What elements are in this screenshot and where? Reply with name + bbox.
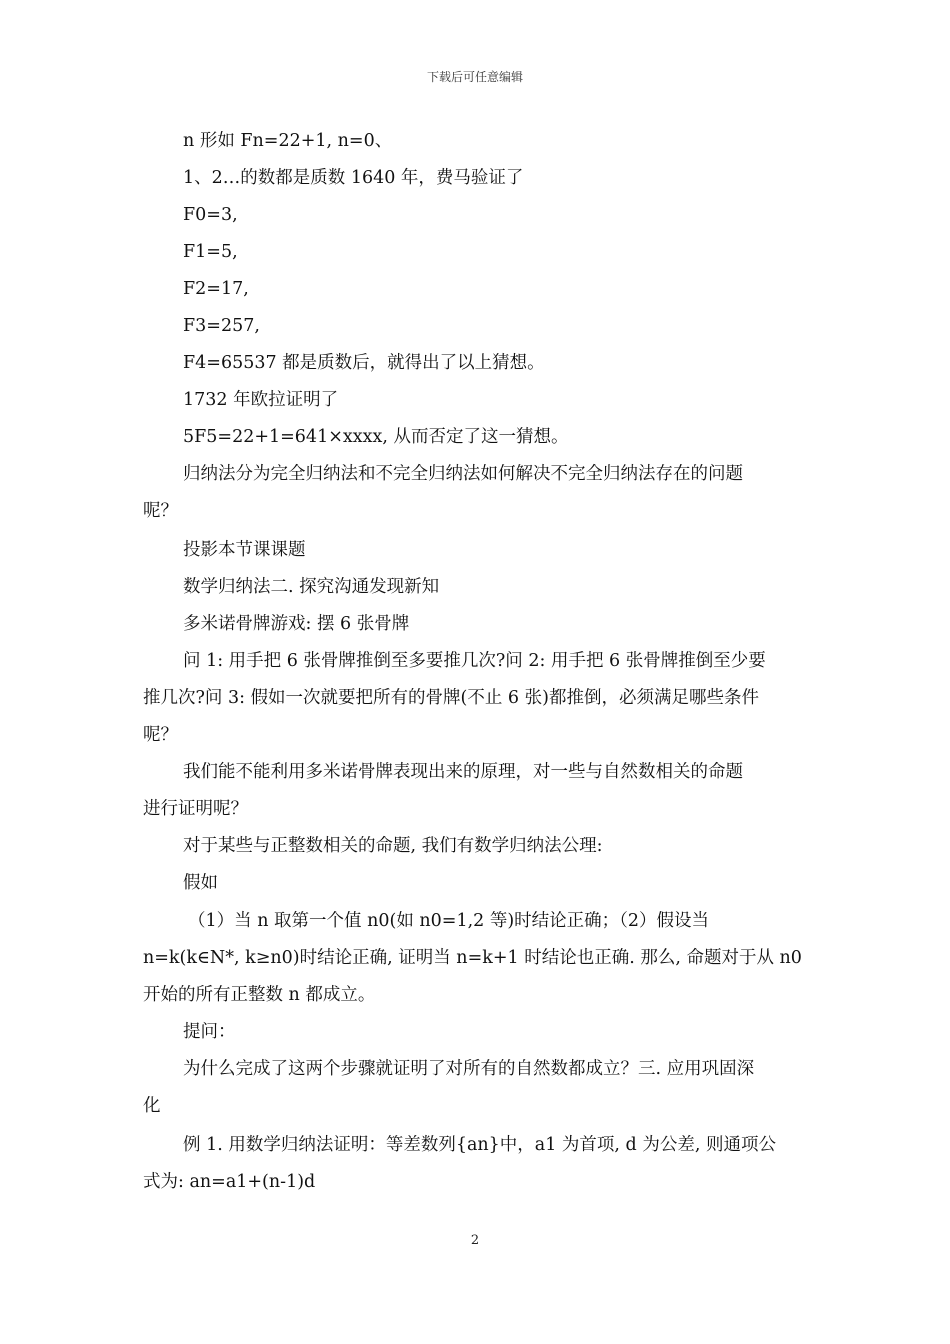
text-line: n=k(k∈N*, k≥n0)时结论正确, 证明当 n=k+1 时结论也正确. 那么, 命题对于从 n0 [143,948,802,968]
text-line: 进行证明呢？ [143,799,248,819]
text-line: 数学归纳法二. 探究沟通发现新知 [183,577,440,597]
text-line: 归纳法分为完全归纳法和不完全归纳法如何解决不完全归纳法存在的问题 [183,464,743,484]
page-number: 2 [470,1233,480,1248]
text-line: 投影本节课课题 [183,540,306,560]
text-line: 为什么完成了这两个步骤就证明了对所有的自然数都成立？三. 应用巩固深 [183,1059,755,1079]
text-line: F0=3, [183,205,238,225]
text-line: 5F5=22+1=641×xxxx, 从而否定了这一猜想。 [183,427,569,447]
text-line: 例 1. 用数学归纳法证明：等差数列{an}中，a1 为首项, d 为公差, 则通项公 [183,1135,776,1155]
text-line: 1732 年欧拉证明了 [183,390,339,410]
text-line: 对于某些与正整数相关的命题, 我们有数学归纳法公理: [183,836,603,856]
text-line: F4=65537 都是质数后，就得出了以上猜想。 [183,353,545,373]
text-line: 假如 [183,873,218,893]
page-header-note: 下载后可任意编辑 [426,70,523,84]
text-line: n 形如 Fn=22+1, n=0、 [183,131,393,151]
text-line: 呢？ [143,725,178,745]
text-line: 化 [143,1096,161,1116]
text-line: 1、2…的数都是质数 1640 年，费马验证了 [183,168,524,188]
text-line: （1）当 n 取第一个值 n0(如 n0=1,2 等)时结论正确；（2）假设当 [188,911,710,931]
text-line: 我们能不能利用多米诺骨牌表现出来的原理，对一些与自然数相关的命题 [183,762,743,782]
text-line: 推几次?问 3: 假如一次就要把所有的骨牌(不止 6 张)都推倒，必须满足哪些条件 [143,688,759,708]
text-line: F1=5, [183,242,238,262]
text-line: 多米诺骨牌游戏: 摆 6 张骨牌 [183,614,410,634]
text-line: F3=257, [183,316,260,336]
text-line: 提问： [183,1022,236,1042]
text-line: 问 1: 用手把 6 张骨牌推倒至多要推几次?问 2: 用手把 6 张骨牌推倒至少要 [183,651,766,671]
text-line: 呢？ [143,501,178,521]
text-line: 式为: an=a1+(n-1)d [143,1172,316,1192]
text-line: 开始的所有正整数 n 都成立。 [143,985,376,1005]
text-line: F2=17, [183,279,249,299]
